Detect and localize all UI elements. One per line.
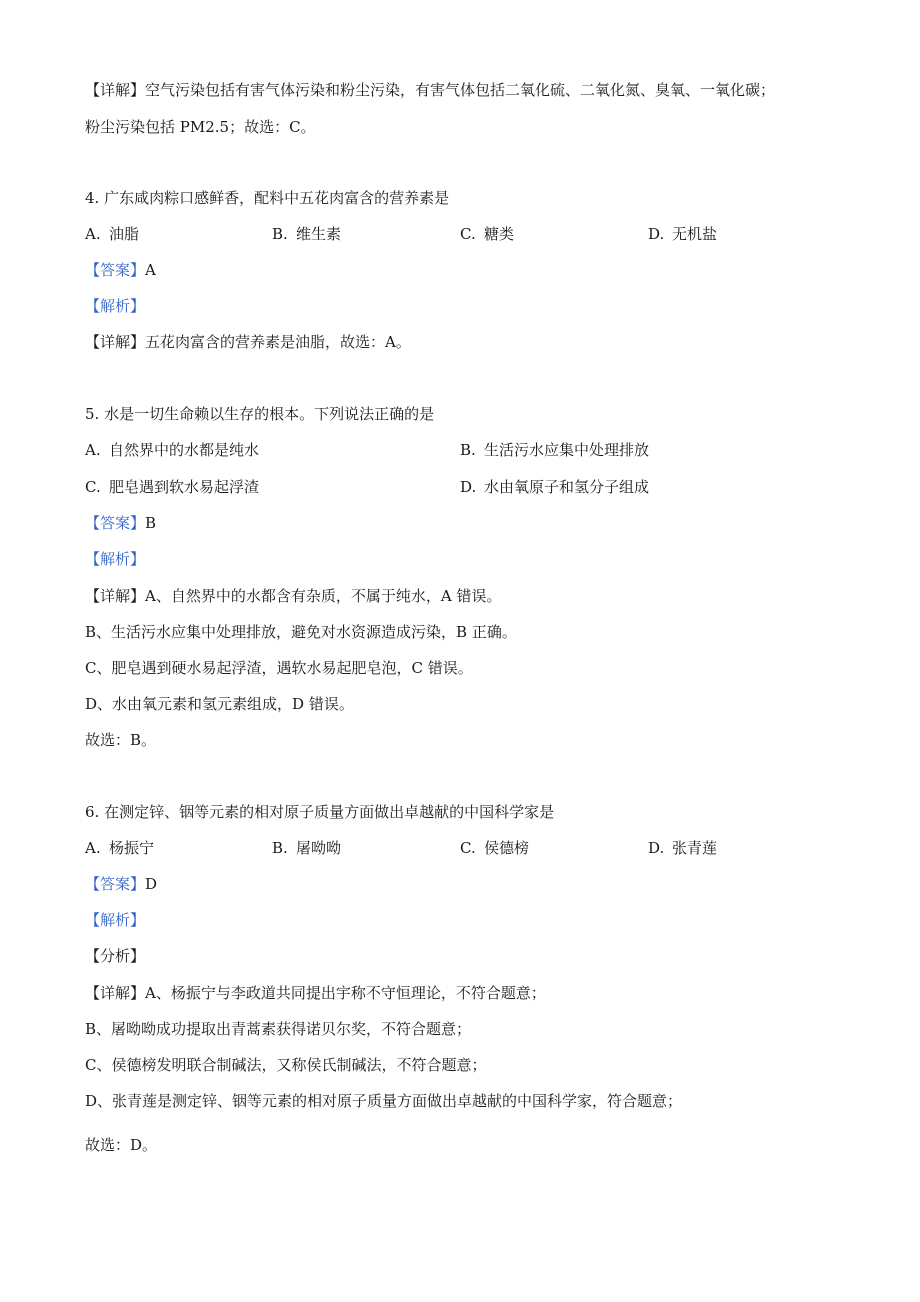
q6-detail-line-4: D、张青莲是测定锌、铟等元素的相对原子质量方面做出卓越献的中国科学家，符合题意； xyxy=(85,1092,683,1110)
q6-detail-line-2: B、屠呦呦成功提取出青蒿素获得诺贝尔奖，不符合题意； xyxy=(85,1020,472,1038)
q5-detail-line-4: D、水由氧元素和氢元素组成，D 错误。 xyxy=(85,695,354,713)
q6-option-a: A. 杨振宁 xyxy=(85,839,155,857)
q4-option-c: C. 糖类 xyxy=(460,225,515,243)
q6-detail-line-1: 【详解】A、杨振宁与李政道共同提出宇称不守恒理论，不符合题意； xyxy=(85,984,546,1002)
q6-option-d: D. 张青莲 xyxy=(648,839,718,857)
q6-fenxi-tag: 【分析】 xyxy=(85,947,146,965)
q5-option-c: C. 肥皂遇到软水易起浮渣 xyxy=(85,478,260,496)
q5-option-d: D. 水由氧原子和氢分子组成 xyxy=(460,478,650,496)
q6-option-b: B. 屠呦呦 xyxy=(272,839,342,857)
q4-option-a: A. 油脂 xyxy=(85,225,140,243)
q4-detail xyxy=(85,331,411,353)
q4-detail-tag: 【详解】 xyxy=(85,333,146,351)
q5-option-b: B. 生活污水应集中处理排放 xyxy=(460,441,650,459)
q3-detail-tag: 【详解】 xyxy=(85,81,146,99)
q5-answer-value: B xyxy=(145,514,157,532)
q6-answer-tag: 【答案】 xyxy=(85,875,146,893)
q4-analysis-tag: 【解析】 xyxy=(85,297,146,315)
q3-detail-line-1 xyxy=(85,79,775,101)
q4-option-b: B. 维生素 xyxy=(272,225,342,243)
q6-conclusion: 故选：D。 xyxy=(85,1136,158,1154)
q4-option-d: D. 无机盐 xyxy=(648,225,718,243)
q3-detail-line-2: 粉尘污染包括 PM2.5；故选：C。 xyxy=(85,118,316,136)
q6-answer-value: D xyxy=(145,875,158,893)
q5-conclusion: 故选：B。 xyxy=(85,731,157,749)
q5-analysis-tag: 【解析】 xyxy=(85,550,146,568)
q4-answer-tag: 【答案】 xyxy=(85,261,146,279)
q5-detail-line-1: 【详解】A、自然界中的水都含有杂质，不属于纯水，A 错误。 xyxy=(85,587,502,605)
q4-answer-value: A xyxy=(145,261,156,279)
q3-detail-text-1: 空气污染包括有害气体污染和粉尘污染，有害气体包括二氧化硫、二氧化氮、臭氧、一氧化碳； xyxy=(145,81,776,99)
q4-detail-text: 五花肉富含的营养素是油脂，故选：A。 xyxy=(145,333,411,351)
q6-stem: 6. 在测定锌、铟等元素的相对原子质量方面做出卓越献的中国科学家是 xyxy=(85,803,555,821)
q5-detail-line-2: B、生活污水应集中处理排放，避免对水资源造成污染，B 正确。 xyxy=(85,623,517,641)
q6-detail-tag: 【详解】 xyxy=(85,984,146,1002)
q4-answer xyxy=(85,259,156,281)
q5-answer xyxy=(85,512,156,534)
q5-stem: 5. 水是一切生命赖以生存的根本。下列说法正确的是 xyxy=(85,405,435,423)
q6-detail-line-3: C、侯德榜发明联合制碱法，又称侯氏制碱法，不符合题意； xyxy=(85,1056,487,1074)
q6-option-c: C. 侯德榜 xyxy=(460,839,530,857)
q5-detail-tag: 【详解】 xyxy=(85,587,146,605)
q5-detail-line-3: C、肥皂遇到硬水易起浮渣，遇软水易起肥皂泡，C 错误。 xyxy=(85,659,473,677)
q6-analysis-tag: 【解析】 xyxy=(85,911,146,929)
q5-answer-tag: 【答案】 xyxy=(85,514,146,532)
q6-answer xyxy=(85,873,157,895)
q5-option-a: A. 自然界中的水都是纯水 xyxy=(85,441,260,459)
q4-stem: 4. 广东咸肉粽口感鲜香，配料中五花肉富含的营养素是 xyxy=(85,189,450,207)
